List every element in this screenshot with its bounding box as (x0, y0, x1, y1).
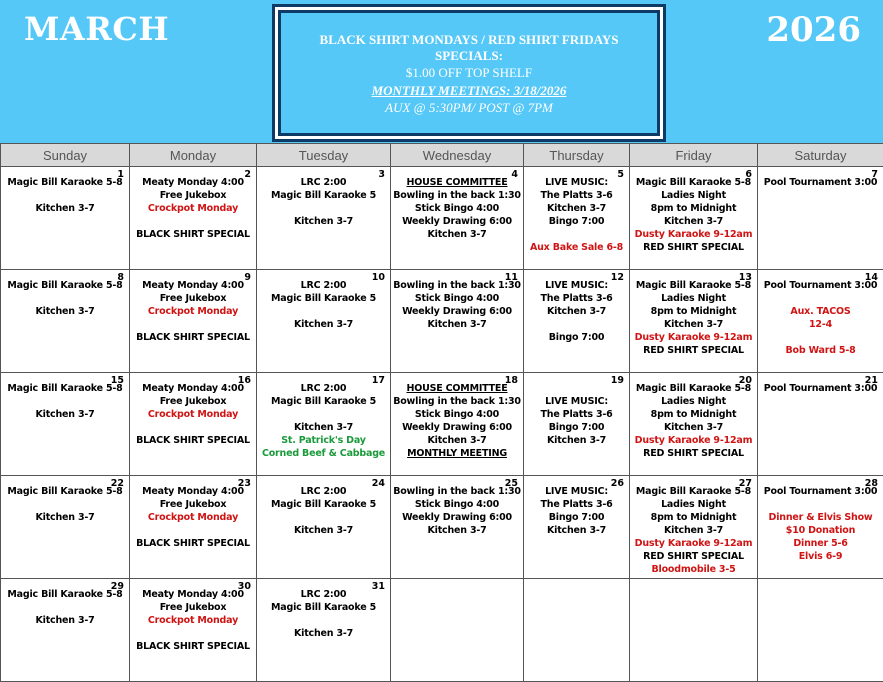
day-cell (1, 167, 130, 270)
day-events (257, 476, 390, 537)
week-row (1, 270, 883, 373)
event-item: RED SHIRT SPECIAL (632, 241, 755, 254)
event-spacer (259, 511, 388, 524)
day-events (524, 167, 629, 254)
event-spacer (132, 627, 254, 640)
day-events (391, 373, 523, 460)
event-item: Meaty Monday 4:00 (132, 279, 254, 292)
day-cell (391, 270, 524, 373)
event-item: Bingo 7:00 (526, 511, 627, 524)
month-title: MARCH (24, 10, 169, 48)
event-item: Bingo 7:00 (526, 215, 627, 228)
day-events (391, 476, 523, 537)
day-cell (524, 270, 630, 373)
day-events (130, 270, 256, 344)
event-item: Magic Bill Karaoke 5-8 (3, 588, 127, 601)
calendar-header (0, 0, 883, 143)
event-item: Kitchen 3-7 (259, 421, 388, 434)
day-number: 27 (739, 478, 752, 489)
event-item: Dusty Karaoke 9-12am (632, 228, 755, 241)
event-item: Magic Bill Karaoke 5-8 (632, 485, 755, 498)
day-number: 13 (739, 272, 752, 283)
event-item: BLACK SHIRT SPECIAL (132, 537, 254, 550)
event-spacer (3, 395, 127, 408)
day-events (524, 579, 629, 588)
event-item: BLACK SHIRT SPECIAL (132, 228, 254, 241)
event-item: 8pm to Midnight (632, 202, 755, 215)
event-item: Magic Bill Karaoke 5 (259, 601, 388, 614)
event-item: Magic Bill Karaoke 5-8 (3, 279, 127, 292)
day-number: 11 (505, 272, 518, 283)
day-number: 9 (244, 272, 251, 283)
day-events (391, 270, 523, 331)
event-item: Meaty Monday 4:00 (132, 382, 254, 395)
day-events (257, 270, 390, 331)
day-number: 26 (611, 478, 624, 489)
day-number: 14 (865, 272, 878, 283)
event-spacer (526, 318, 627, 331)
empty-day-cell (524, 579, 630, 682)
event-item: LRC 2:00 (259, 588, 388, 601)
event-spacer (132, 421, 254, 434)
empty-day-cell (758, 579, 883, 682)
weekday-label: Tuesday (257, 144, 391, 167)
day-number: 30 (238, 581, 251, 592)
day-cell (130, 270, 257, 373)
event-item: Pool Tournament 3:00 (760, 382, 881, 395)
event-item: Aux. TACOS (760, 305, 881, 318)
day-cell (257, 270, 391, 373)
day-events (630, 476, 757, 576)
event-item: Kitchen 3-7 (393, 434, 521, 447)
event-item: RED SHIRT SPECIAL (632, 550, 755, 563)
event-item: Free Jukebox (132, 292, 254, 305)
event-item: Pool Tournament 3:00 (760, 176, 881, 189)
event-item: HOUSE COMMITTEE (393, 176, 521, 189)
event-item: Corned Beef & Cabbage (259, 447, 388, 460)
event-item: LRC 2:00 (259, 382, 388, 395)
event-item: Bingo 7:00 (526, 421, 627, 434)
day-number: 17 (372, 375, 385, 386)
day-cell (524, 373, 630, 476)
event-item: Crockpot Monday (132, 408, 254, 421)
day-events (758, 270, 883, 357)
event-item: Elvis 6-9 (760, 550, 881, 563)
event-item: 8pm to Midnight (632, 305, 755, 318)
event-item: Kitchen 3-7 (632, 215, 755, 228)
event-spacer (132, 318, 254, 331)
day-events (257, 373, 390, 460)
event-item: Weekly Drawing 6:00 (393, 215, 521, 228)
event-item: Magic Bill Karaoke 5 (259, 292, 388, 305)
weekday-label: Monday (130, 144, 257, 167)
day-events (391, 579, 523, 588)
event-item: Magic Bill Karaoke 5 (259, 189, 388, 202)
event-spacer (132, 524, 254, 537)
event-spacer (3, 189, 127, 202)
event-item: St. Patrick's Day (259, 434, 388, 447)
event-item: Kitchen 3-7 (3, 305, 127, 318)
event-item: Ladies Night (632, 498, 755, 511)
day-number: 25 (505, 478, 518, 489)
event-item: Stick Bingo 4:00 (393, 292, 521, 305)
weekday-label: Wednesday (391, 144, 524, 167)
event-spacer (132, 215, 254, 228)
day-number: 22 (111, 478, 124, 489)
day-number: 16 (238, 375, 251, 386)
event-item: Ladies Night (632, 189, 755, 202)
event-item: $10 Donation (760, 524, 881, 537)
week-row (1, 167, 883, 270)
event-spacer (760, 292, 881, 305)
day-events (1, 167, 129, 215)
event-item: HOUSE COMMITTEE (393, 382, 521, 395)
event-item: Meaty Monday 4:00 (132, 588, 254, 601)
event-item: Kitchen 3-7 (393, 228, 521, 241)
event-item: Crockpot Monday (132, 614, 254, 627)
event-item: Weekly Drawing 6:00 (393, 305, 521, 318)
day-number: 10 (372, 272, 385, 283)
weekday-label: Saturday (758, 144, 883, 167)
day-events (630, 579, 757, 588)
event-item: Bowling in the back 1:30 (393, 485, 521, 498)
event-item: BLACK SHIRT SPECIAL (132, 331, 254, 344)
event-spacer (526, 228, 627, 241)
day-number: 19 (611, 375, 624, 386)
day-cell (257, 167, 391, 270)
event-item: 8pm to Midnight (632, 511, 755, 524)
event-item: Free Jukebox (132, 498, 254, 511)
event-item: Bingo 7:00 (526, 331, 627, 344)
event-item: Kitchen 3-7 (526, 524, 627, 537)
event-item: Free Jukebox (132, 189, 254, 202)
event-item: Dusty Karaoke 9-12am (632, 434, 755, 447)
week-row (1, 579, 883, 682)
day-cell (257, 373, 391, 476)
event-item: Magic Bill Karaoke 5 (259, 498, 388, 511)
day-events (391, 167, 523, 241)
empty-day-cell (391, 579, 524, 682)
day-cell (630, 167, 758, 270)
day-cell (391, 476, 524, 579)
day-number: 6 (745, 169, 752, 180)
event-item: Meaty Monday 4:00 (132, 485, 254, 498)
event-item: Ladies Night (632, 292, 755, 305)
day-number: 5 (617, 169, 624, 180)
day-number: 7 (871, 169, 878, 180)
specials-line1: BLACK SHIRT MONDAYS / RED SHIRT FRIDAYS (281, 32, 657, 48)
event-item: Kitchen 3-7 (526, 202, 627, 215)
day-cell (524, 476, 630, 579)
event-item: Kitchen 3-7 (3, 511, 127, 524)
event-spacer (3, 601, 127, 614)
event-spacer (259, 614, 388, 627)
event-item: Kitchen 3-7 (259, 627, 388, 640)
event-item: LIVE MUSIC: (526, 395, 627, 408)
event-spacer (259, 305, 388, 318)
day-events (630, 270, 757, 357)
day-cell (1, 579, 130, 682)
day-events (130, 167, 256, 241)
day-cell (758, 270, 883, 373)
event-item: Free Jukebox (132, 395, 254, 408)
event-spacer (760, 331, 881, 344)
day-cell (630, 373, 758, 476)
day-events (758, 167, 883, 189)
event-item: LRC 2:00 (259, 279, 388, 292)
week-row (1, 373, 883, 476)
event-item: Pool Tournament 3:00 (760, 485, 881, 498)
day-events (758, 476, 883, 563)
event-item: Kitchen 3-7 (259, 318, 388, 331)
event-item: LRC 2:00 (259, 176, 388, 189)
day-cell (1, 270, 130, 373)
day-number: 21 (865, 375, 878, 386)
event-item: Stick Bingo 4:00 (393, 498, 521, 511)
empty-day-cell (630, 579, 758, 682)
event-item: Weekly Drawing 6:00 (393, 511, 521, 524)
weekday-label: Sunday (1, 144, 130, 167)
event-item: Pool Tournament 3:00 (760, 279, 881, 292)
day-events (630, 373, 757, 460)
day-cell (758, 373, 883, 476)
event-item: Crockpot Monday (132, 305, 254, 318)
event-item: Kitchen 3-7 (393, 524, 521, 537)
event-spacer (760, 498, 881, 511)
event-item: Ladies Night (632, 395, 755, 408)
day-cell (758, 167, 883, 270)
event-item: LRC 2:00 (259, 485, 388, 498)
event-item: Dusty Karaoke 9-12am (632, 537, 755, 550)
event-item: Magic Bill Karaoke 5-8 (632, 176, 755, 189)
specials-line3: $1.00 OFF TOP SHELF (281, 64, 657, 82)
weekday-label: Friday (630, 144, 758, 167)
day-cell (130, 167, 257, 270)
event-item: Aux Bake Sale 6-8 (526, 241, 627, 254)
day-events (630, 167, 757, 254)
event-item: Bloodmobile 3-5 (632, 563, 755, 576)
day-cell (257, 476, 391, 579)
day-cell (391, 167, 524, 270)
day-number: 23 (238, 478, 251, 489)
event-item: Kitchen 3-7 (632, 318, 755, 331)
day-cell (391, 373, 524, 476)
meetings-time: AUX @ 5:30PM/ POST @ 7PM (281, 99, 657, 116)
event-item: Stick Bingo 4:00 (393, 202, 521, 215)
day-number: 8 (117, 272, 124, 283)
event-item: BLACK SHIRT SPECIAL (132, 434, 254, 447)
event-spacer (259, 202, 388, 215)
day-cell (630, 270, 758, 373)
day-number: 29 (111, 581, 124, 592)
event-item: Magic Bill Karaoke 5-8 (632, 382, 755, 395)
event-item: LIVE MUSIC: (526, 485, 627, 498)
day-cell (758, 476, 883, 579)
weekday-header-row (1, 144, 883, 167)
event-item: Kitchen 3-7 (3, 408, 127, 421)
event-item: Kitchen 3-7 (3, 202, 127, 215)
day-number: 31 (372, 581, 385, 592)
day-cell (630, 476, 758, 579)
day-number: 12 (611, 272, 624, 283)
day-number: 24 (372, 478, 385, 489)
day-number: 4 (511, 169, 518, 180)
event-item: BLACK SHIRT SPECIAL (132, 640, 254, 653)
event-item: Stick Bingo 4:00 (393, 408, 521, 421)
event-item: Kitchen 3-7 (259, 215, 388, 228)
week-row (1, 476, 883, 579)
event-item: Kitchen 3-7 (3, 614, 127, 627)
specials-box (272, 4, 666, 142)
event-item: Dinner 5-6 (760, 537, 881, 550)
day-events (758, 579, 883, 588)
event-item: Magic Bill Karaoke 5-8 (632, 279, 755, 292)
event-spacer (3, 292, 127, 305)
day-number: 2 (244, 169, 251, 180)
event-item: LIVE MUSIC: (526, 279, 627, 292)
event-item: 8pm to Midnight (632, 408, 755, 421)
event-item: Crockpot Monday (132, 202, 254, 215)
event-item: Bowling in the back 1:30 (393, 279, 521, 292)
day-cell (1, 476, 130, 579)
event-item: Magic Bill Karaoke 5 (259, 395, 388, 408)
day-cell (1, 373, 130, 476)
event-item: MONTHLY MEETING (393, 447, 521, 460)
day-cell (130, 579, 257, 682)
event-spacer (3, 498, 127, 511)
event-item: The Platts 3-6 (526, 408, 627, 421)
day-events (1, 270, 129, 318)
event-item: Bowling in the back 1:30 (393, 395, 521, 408)
event-item: Kitchen 3-7 (632, 421, 755, 434)
calendar-grid (0, 143, 883, 682)
event-item: Kitchen 3-7 (393, 318, 521, 331)
event-item: The Platts 3-6 (526, 292, 627, 305)
day-events (257, 579, 390, 640)
event-item: Kitchen 3-7 (526, 434, 627, 447)
event-item: Crockpot Monday (132, 511, 254, 524)
weekday-label: Thursday (524, 144, 630, 167)
event-item: Magic Bill Karaoke 5-8 (3, 176, 127, 189)
event-item: Dusty Karaoke 9-12am (632, 331, 755, 344)
event-item: Bowling in the back 1:30 (393, 189, 521, 202)
event-item: Magic Bill Karaoke 5-8 (3, 382, 127, 395)
event-item: 12-4 (760, 318, 881, 331)
day-cell (524, 167, 630, 270)
day-cell (257, 579, 391, 682)
event-item: Kitchen 3-7 (259, 524, 388, 537)
calendar-body (1, 167, 883, 682)
event-spacer (259, 408, 388, 421)
event-item: RED SHIRT SPECIAL (632, 344, 755, 357)
day-number: 15 (111, 375, 124, 386)
day-number: 20 (739, 375, 752, 386)
event-item: RED SHIRT SPECIAL (632, 447, 755, 460)
day-events (257, 167, 390, 228)
event-item: The Platts 3-6 (526, 498, 627, 511)
event-item: Weekly Drawing 6:00 (393, 421, 521, 434)
event-item: The Platts 3-6 (526, 189, 627, 202)
event-item: Free Jukebox (132, 601, 254, 614)
meetings-line: MONTHLY MEETINGS: 3/18/2026 (281, 82, 657, 99)
day-cell (130, 373, 257, 476)
event-item: Dinner & Elvis Show (760, 511, 881, 524)
event-item: Kitchen 3-7 (632, 524, 755, 537)
specials-line2: SPECIALS: (281, 48, 657, 64)
event-item: LIVE MUSIC: (526, 176, 627, 189)
day-number: 18 (505, 375, 518, 386)
year-title: 2026 (766, 10, 861, 50)
day-number: 28 (865, 478, 878, 489)
event-item: Meaty Monday 4:00 (132, 176, 254, 189)
day-number: 3 (378, 169, 385, 180)
event-item: Bob Ward 5-8 (760, 344, 881, 357)
day-cell (130, 476, 257, 579)
event-item: Kitchen 3-7 (526, 305, 627, 318)
day-number: 1 (117, 169, 124, 180)
event-item: Magic Bill Karaoke 5-8 (3, 485, 127, 498)
